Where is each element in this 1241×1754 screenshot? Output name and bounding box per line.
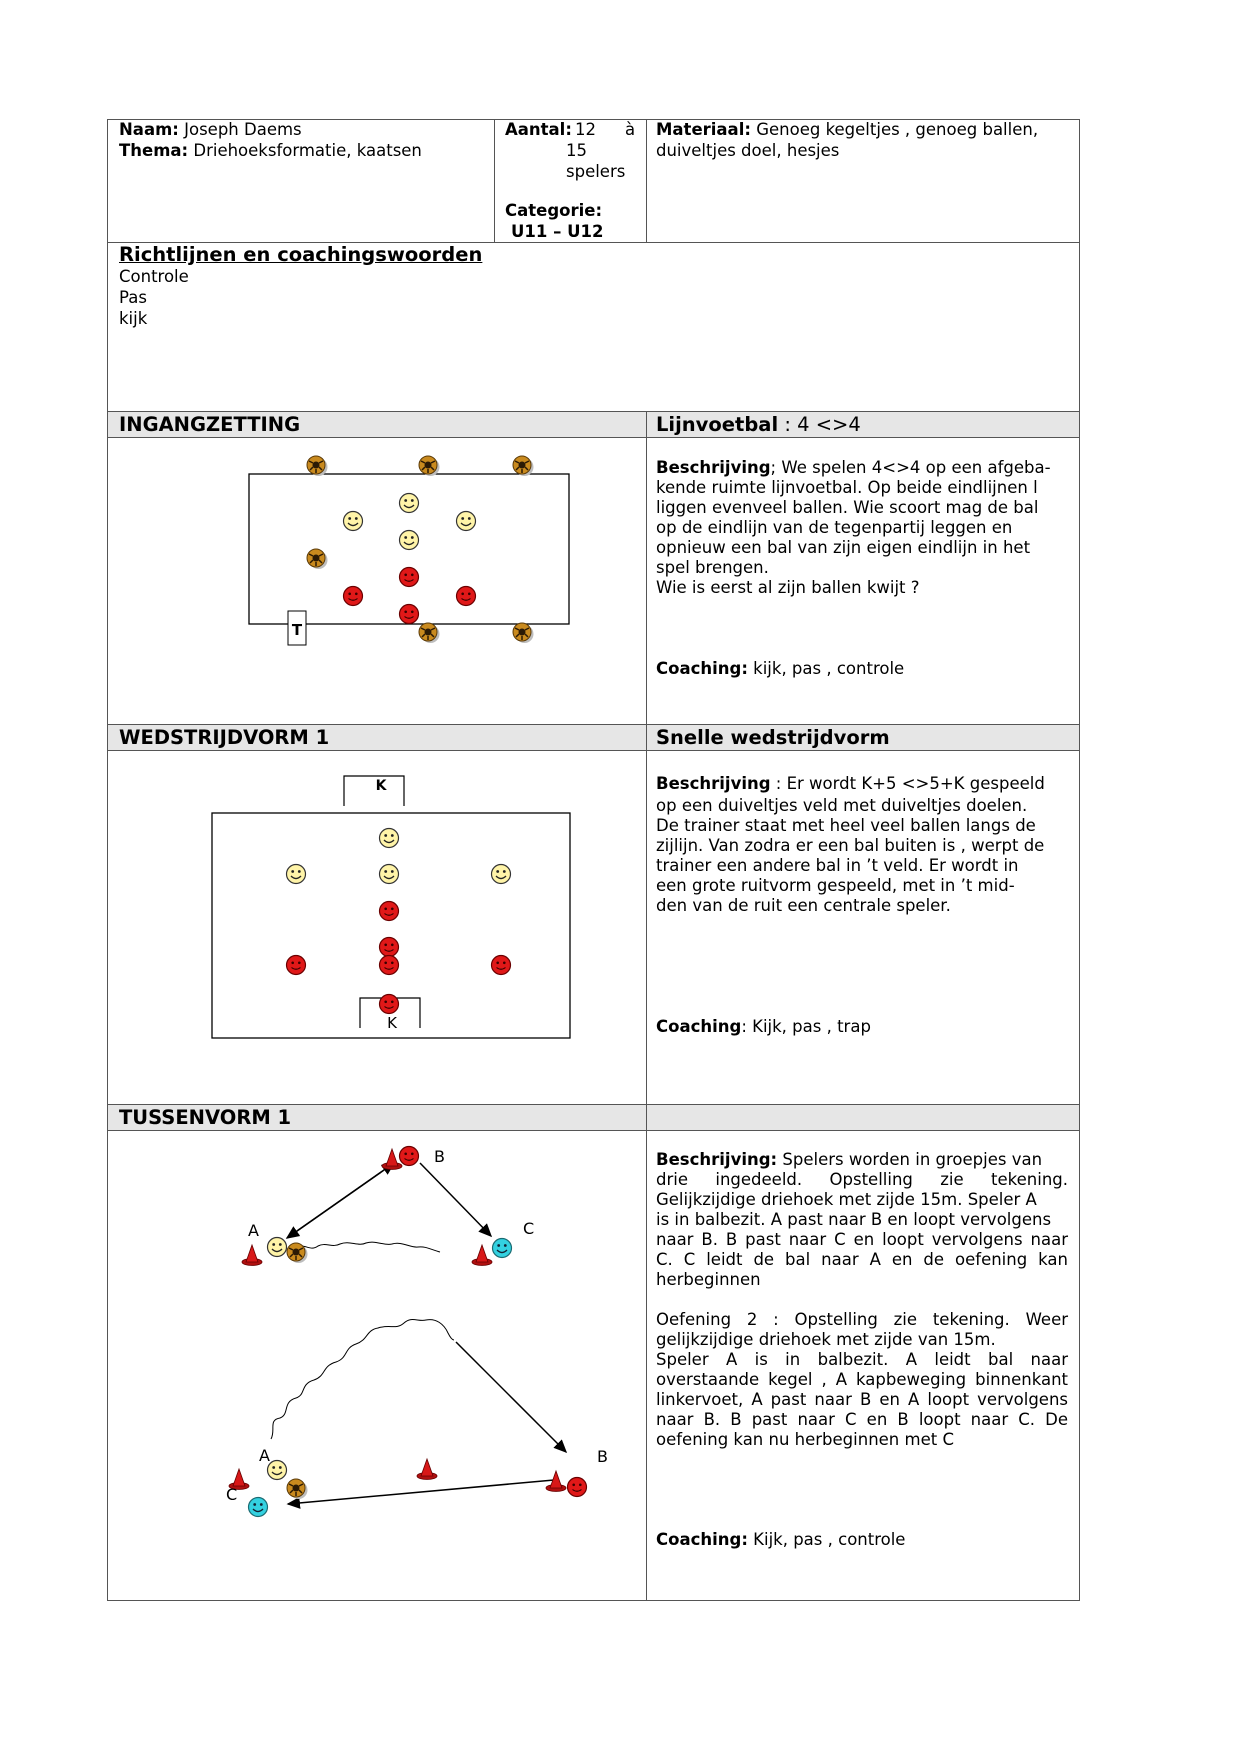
ball-icon <box>287 1479 308 1499</box>
yellow-player-icon <box>492 865 511 884</box>
yellow-player-icon <box>287 865 306 884</box>
thema-label: Thema: <box>119 141 189 160</box>
ingang-coaching-label: Coaching: <box>656 659 748 678</box>
categorie-label: Categorie: <box>505 201 603 220</box>
tussen-desc-line: Gelijkzijdige driehoek met zijde 15m. Speler A <box>656 1190 1037 1209</box>
wedstrijd-desc-line: den van de ruit een centrale speler. <box>656 896 951 915</box>
cyan-player-icon <box>493 1239 512 1258</box>
naam-value: Joseph Daems <box>184 120 302 139</box>
keeper-top-label: K <box>375 778 387 794</box>
ingang-desc-line: liggen evenveel ballen. Wie scoort mag de bal <box>656 498 1039 517</box>
tussen-desc-line: C. C leidt de bal naar A en de oefening kan <box>656 1250 1068 1269</box>
tussen-coaching-value: Kijk, pas , controle <box>747 1530 906 1549</box>
red-player-icon <box>400 568 419 587</box>
wedstrijd-desc-line: De trainer staat met heel veel ballen langs de <box>656 816 1036 835</box>
tussen-desc-line: drie ingedeeld. Opstelling zie tekening. <box>656 1170 1068 1189</box>
richtlijnen-item: Controle <box>119 267 189 286</box>
red-player-icon <box>457 587 476 606</box>
snelle-wedstrijdvorm-title: Snelle wedstrijdvorm <box>656 726 890 749</box>
yellow-player-icon <box>380 865 399 884</box>
ball-icon <box>513 456 534 476</box>
pass-arrow <box>287 1163 394 1238</box>
wedstrijdvorm-diagram <box>212 776 570 1038</box>
cone-icon <box>472 1245 492 1266</box>
yellow-player-icon <box>344 512 363 531</box>
label-b: B <box>597 1447 608 1466</box>
label-c: C <box>523 1219 535 1238</box>
red-player-icon <box>568 1478 587 1497</box>
oef2-line: Oefening 2 : Opstelling zie tekening. Weer <box>656 1310 1068 1329</box>
yellow-player-icon <box>400 494 419 513</box>
red-player-icon <box>380 956 399 975</box>
naam-label: Naam: <box>119 120 179 139</box>
label-a: A <box>248 1221 259 1240</box>
materiaal-value-2: duiveltjes doel, hesjes <box>656 141 840 160</box>
pass-arrow <box>288 1480 554 1504</box>
yellow-player-icon <box>268 1461 287 1480</box>
ingang-coaching-value: kijk, pas , controle <box>747 659 905 678</box>
ingang-desc-line: spel brengen. <box>656 558 769 577</box>
ingang-desc-line: op de eindlijn van de tegenpartij leggen en <box>656 518 1013 537</box>
oef2-line: oefening kan nu herbeginnen met C <box>656 1430 954 1449</box>
ball-icon <box>513 623 534 643</box>
materiaal-value-1: Genoeg kegeltjes , genoeg ballen, <box>756 120 1039 139</box>
tussen-coaching-label: Coaching: <box>656 1530 748 1549</box>
aantal-label: Aantal: <box>505 120 572 139</box>
cone-icon <box>546 1471 566 1492</box>
label-b: B <box>434 1147 445 1166</box>
oef2-line: linkervoet, A past naar B en A loopt vervolgens <box>656 1390 1068 1409</box>
wedstrijd-desc-label: Beschrijving <box>656 774 771 793</box>
tussen-desc-text: Spelers worden in groepjes van <box>777 1150 1043 1169</box>
oef2-line: gelijkzijdige driehoek met zijde van 15m. <box>656 1330 996 1349</box>
red-player-icon <box>492 956 511 975</box>
oef2-line: overstaande kegel , A kapbeweging binnenkant <box>656 1370 1068 1389</box>
tussen-desc-label: Beschrijving: <box>656 1150 778 1169</box>
thema-value: Driehoeksformatie, kaatsen <box>193 141 422 160</box>
yellow-player-icon <box>380 829 399 848</box>
ball-icon <box>419 456 440 476</box>
aantal-value-3: spelers <box>566 162 626 181</box>
cone-icon <box>382 1149 402 1170</box>
tussen-desc-line: herbeginnen <box>656 1270 761 1289</box>
materiaal-label: Materiaal: <box>656 120 751 139</box>
red-player-icon <box>400 1147 419 1166</box>
lijnvoetbal-title-bold: Lijnvoetbal <box>656 413 779 436</box>
categorie-value: U11 – U12 <box>511 222 604 241</box>
goal-top <box>344 776 404 806</box>
yellow-player-icon <box>457 512 476 531</box>
ingang-desc-line: opnieuw een bal van zijn eigen eindlijn in het <box>656 538 1031 557</box>
ingang-desc-label: Beschrijving <box>656 458 771 477</box>
wedstrijd-desc-text: : Er wordt K+5 <>5+K gespeeld <box>770 774 1045 793</box>
keeper-bottom-label: K <box>387 1014 397 1032</box>
wedstrijdvorm-title: WEDSTRIJDVORM 1 <box>119 726 330 749</box>
richtlijnen-item: kijk <box>119 309 148 328</box>
red-player-icon <box>344 587 363 606</box>
aantal-a: à <box>625 120 636 139</box>
wedstrijd-desc-line: trainer een andere bal in ’t veld. Er wordt in <box>656 856 1019 875</box>
yellow-player-icon <box>268 1238 287 1257</box>
aantal-value-1: 12 <box>575 120 596 139</box>
wedstrijd-desc-line: op een duiveltjes veld met duiveltjes doelen. <box>656 796 1028 815</box>
wedstrijd-coaching-value: : Kijk, pas , trap <box>741 1017 871 1036</box>
lijnvoetbal-title-rest: : 4 <>4 <box>778 413 861 436</box>
ball-icon <box>307 549 328 569</box>
label-c: C <box>226 1485 238 1504</box>
red-player-icon <box>380 995 399 1014</box>
red-player-icon <box>287 956 306 975</box>
richtlijnen-item: Pas <box>119 288 147 307</box>
tussen-desc-line: is in balbezit. A past naar B en loopt vervolgens <box>656 1210 1052 1229</box>
tussenvorm-diagram <box>226 1147 608 1517</box>
oef2-line: Speler A is in balbezit. A leidt bal naar <box>656 1350 1068 1369</box>
ingang-desc-line: kende ruimte lijnvoetbal. Op beide eindlijnen l <box>656 478 1038 497</box>
red-player-icon <box>400 605 419 624</box>
ball-icon <box>419 623 440 643</box>
wedstrijd-desc-line: zijlijn. Van zodra er een bal buiten is , werpt de <box>656 836 1045 855</box>
ingangzetting-title: INGANGZETTING <box>119 413 301 436</box>
cone-icon <box>417 1459 437 1480</box>
pass-arrow <box>420 1163 491 1236</box>
tussenvorm-title: TUSSENVORM 1 <box>119 1106 292 1129</box>
label-a: A <box>259 1446 270 1465</box>
cone-icon <box>242 1245 262 1266</box>
trainer-marker <box>288 611 306 645</box>
ingang-desc-text: ; We spelen 4<>4 op een afgeba- <box>770 458 1051 477</box>
red-player-icon <box>380 902 399 921</box>
ball-icon <box>307 456 328 476</box>
lijnvoetbal-diagram <box>249 456 569 645</box>
aantal-value-2: 15 <box>566 141 587 160</box>
wedstrijd-desc-line: een grote ruitvorm gespeeld, met in ’t mid- <box>656 876 1015 895</box>
dribble-path <box>271 1319 454 1439</box>
dribble-path <box>296 1242 440 1252</box>
pass-arrow <box>456 1342 566 1452</box>
tussen-desc-line: naar B. B past naar C en loopt vervolgens naar <box>656 1230 1068 1249</box>
trainer-label: T <box>291 621 303 639</box>
wedstrijd-coaching-label: Coaching <box>656 1017 742 1036</box>
richtlijnen-title: Richtlijnen en coachingswoorden <box>119 243 483 266</box>
ingang-desc-line: Wie is eerst al zijn ballen kwijt ? <box>656 578 920 597</box>
red-player-icon <box>380 938 399 957</box>
yellow-player-icon <box>400 531 419 550</box>
oef2-line: naar B. B past naar C en B loopt naar C. De <box>656 1410 1068 1429</box>
cyan-player-icon <box>249 1498 268 1517</box>
